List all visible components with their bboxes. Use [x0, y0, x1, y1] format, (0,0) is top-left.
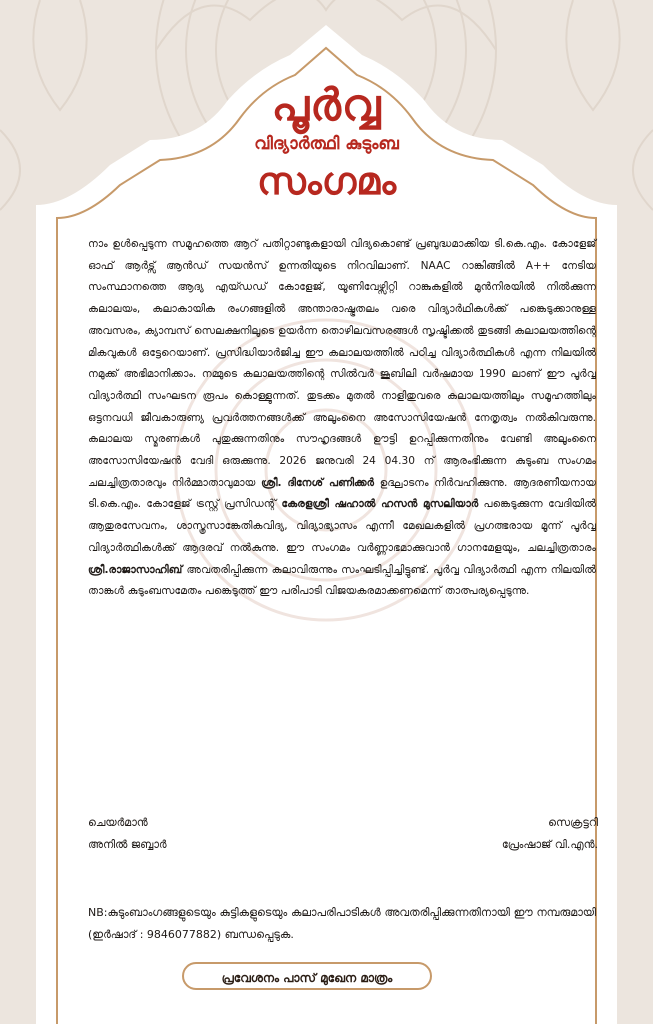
entry-pass-badge: പ്രവേശനം പാസ് മുഖേന മാത്രം: [182, 962, 432, 990]
title-block: [0, 82, 653, 204]
body-text-1: നാം ഉൾപ്പെടുന്ന സമൂഹത്തെ ആറ് പതിറ്റാണ്ടുകളായി വിദ്യകൊണ്ട് പ്രബുദ്ധമാക്കിയ ടി.കെ.എം. കോളേജ് ഓഫ് ആർട്സ് ആൻഡ് സയൻസ് ഉന്നതിയുടെ നിറവിലാണ്. NAAC റാങ്കിങ്ങിൽ A++ നേടിയ സംസ്ഥാനത്തെ ആദ്യ എയ്ഡഡ് കോളേജ്, യൂണിവേഴ്സിറ്റി റാങ്കുകളിൽ മുൻനിരയിൽ നിൽക്കുന്ന കലാലയം, കലാകായിക രംഗങ്ങളിൽ അന്താരാഷ്ട്രതലം വരെ വിദ്യാർഥികൾക്ക് പങ്കെടുക്കാനുള്ള അവസരം, ക്യാമ്പസ് സെലക്ഷനിലൂടെ ഉയർന്ന തൊഴിലവസരങ്ങൾ സൃഷ്ടിക്കൽ തുടങ്ങി കലാലയത്തിന്റെ മികവുകൾ ഒട്ടേറെയാണ്. പ്രസിദ്ധിയാർജിച്ച ഈ കലാലയത്തിൽ പഠിച്ച വിദ്യാർത്ഥികൾ എന്ന നിലയിൽ നമുക്ക് അഭിമാനിക്കാം. നമ്മുടെ കലാലയത്തിന്റെ സിൽവർ ജൂബിലി വർഷമായ 1990 ലാണ് ഈ പൂർവ്വ വിദ്യാർത്ഥി സംഘടന രൂപം കൊള്ളുന്നത്. തുടക്കം മുതൽ നാളിതുവരെ കലാലയത്തിലും സമൂഹത്തിലും ഒട്ടനവധി ജീവകാരുണ്യ പ്രവർത്തനങ്ങൾക്ക് അലൂംനൈ അസോസിയേഷൻ നേതൃത്വം നൽകിവരുന്നു. കലാലയ സ്മരണകൾ പുതുക്കുന്നതിനും സൗഹൃദങ്ങൾ ഊട്ടി ഉറപ്പിക്കുന്നതിനും വേണ്ടി അലൂംനൈ അസോസിയേഷൻ വേദി ഒരുക്കുന്നു. 2026 ജനുവരി 24 04.30 ന് ആരംഭിക്കുന്ന കുടുംബ സംഗമം ചലച്ചിത്രതാരവും നിർമ്മാതാവുമായ: [88, 238, 596, 489]
chairman-role: ചെയർമാൻ: [88, 816, 148, 829]
title-main: പൂർവ്വ: [271, 80, 382, 131]
body-text-2: ഉദ്ഘാടനം നിർവഹിക്കുന്നു. ആദരണീയനായ ടി.കെ.എം. കോളേജ് ട്രസ്റ്റ് പ്രസിഡന്റ്: [88, 476, 596, 511]
title-event: സംഗമം: [256, 159, 396, 203]
secretary-role: സെക്രട്ടറി: [548, 816, 598, 829]
artist-name: ശ്രീ.രാജാസാഹിബ്: [88, 563, 183, 576]
body-text-4: അവതരിപ്പിക്കുന്ന കലാവിരുന്നും സംഘടിപ്പിച്ചിട്ടുണ്ട്. പൂർവ്വ വിദ്യാർത്ഥി എന്ന നിലയിൽ താങ്കൾ കുടുംബസമേതം പങ്കെടുത്ത് ഈ പരിപാടി വിജയകരമാക്കണമെന്ന് താത്പര്യപ്പെടുന്നു.: [88, 563, 596, 598]
contact-note: NB:കുടുംബാംഗങ്ങളുടെയും കുട്ടികളുടെയും കലാപരിപാടികൾ അവതരിപ്പിക്കുന്നതിനായി ഈ നമ്പരുമായി (ഇർഷാദ് : 9846077882) ബന്ധപ്പെടുക.: [88, 906, 596, 941]
president-name: കേരളശ്രീ ഷഹാൽ ഹസൻ മുസലിയാർ: [281, 498, 479, 511]
invitation-body: [88, 234, 596, 603]
title-sub: വിദ്യാർത്ഥി കുടുംബ: [254, 134, 399, 154]
chairman-name: അനിൽ ജബ്ബാർ: [88, 838, 167, 851]
inaugurator-name: ശ്രീ. ദിനേശ് പണിക്കർ: [261, 476, 375, 489]
secretary-name: പ്രേംഷാജ് വി.എൻ.: [501, 838, 598, 851]
body-text-3: പങ്കെടുക്കുന്ന വേദിയിൽ ആതുരസേവനം, ശാസ്ത്രസാങ്കേതികവിദ്യ, വിദ്യാഭ്യാസം എന്നീ മേഖലകളിൽ പ്രഗത്ഭരായ മൂന്ന് പൂർവ്വ വിദ്യാർത്ഥികൾക്ക് ആദരവ് നൽകുന്നു. ഈ സംഗമം വർണ്ണാഭമാക്കുവാൻ ഗാനമേളയും, ചലച്ചിത്രതാരം: [88, 498, 596, 554]
signature-secretary: [502, 812, 598, 856]
signature-chairman: [88, 812, 167, 856]
